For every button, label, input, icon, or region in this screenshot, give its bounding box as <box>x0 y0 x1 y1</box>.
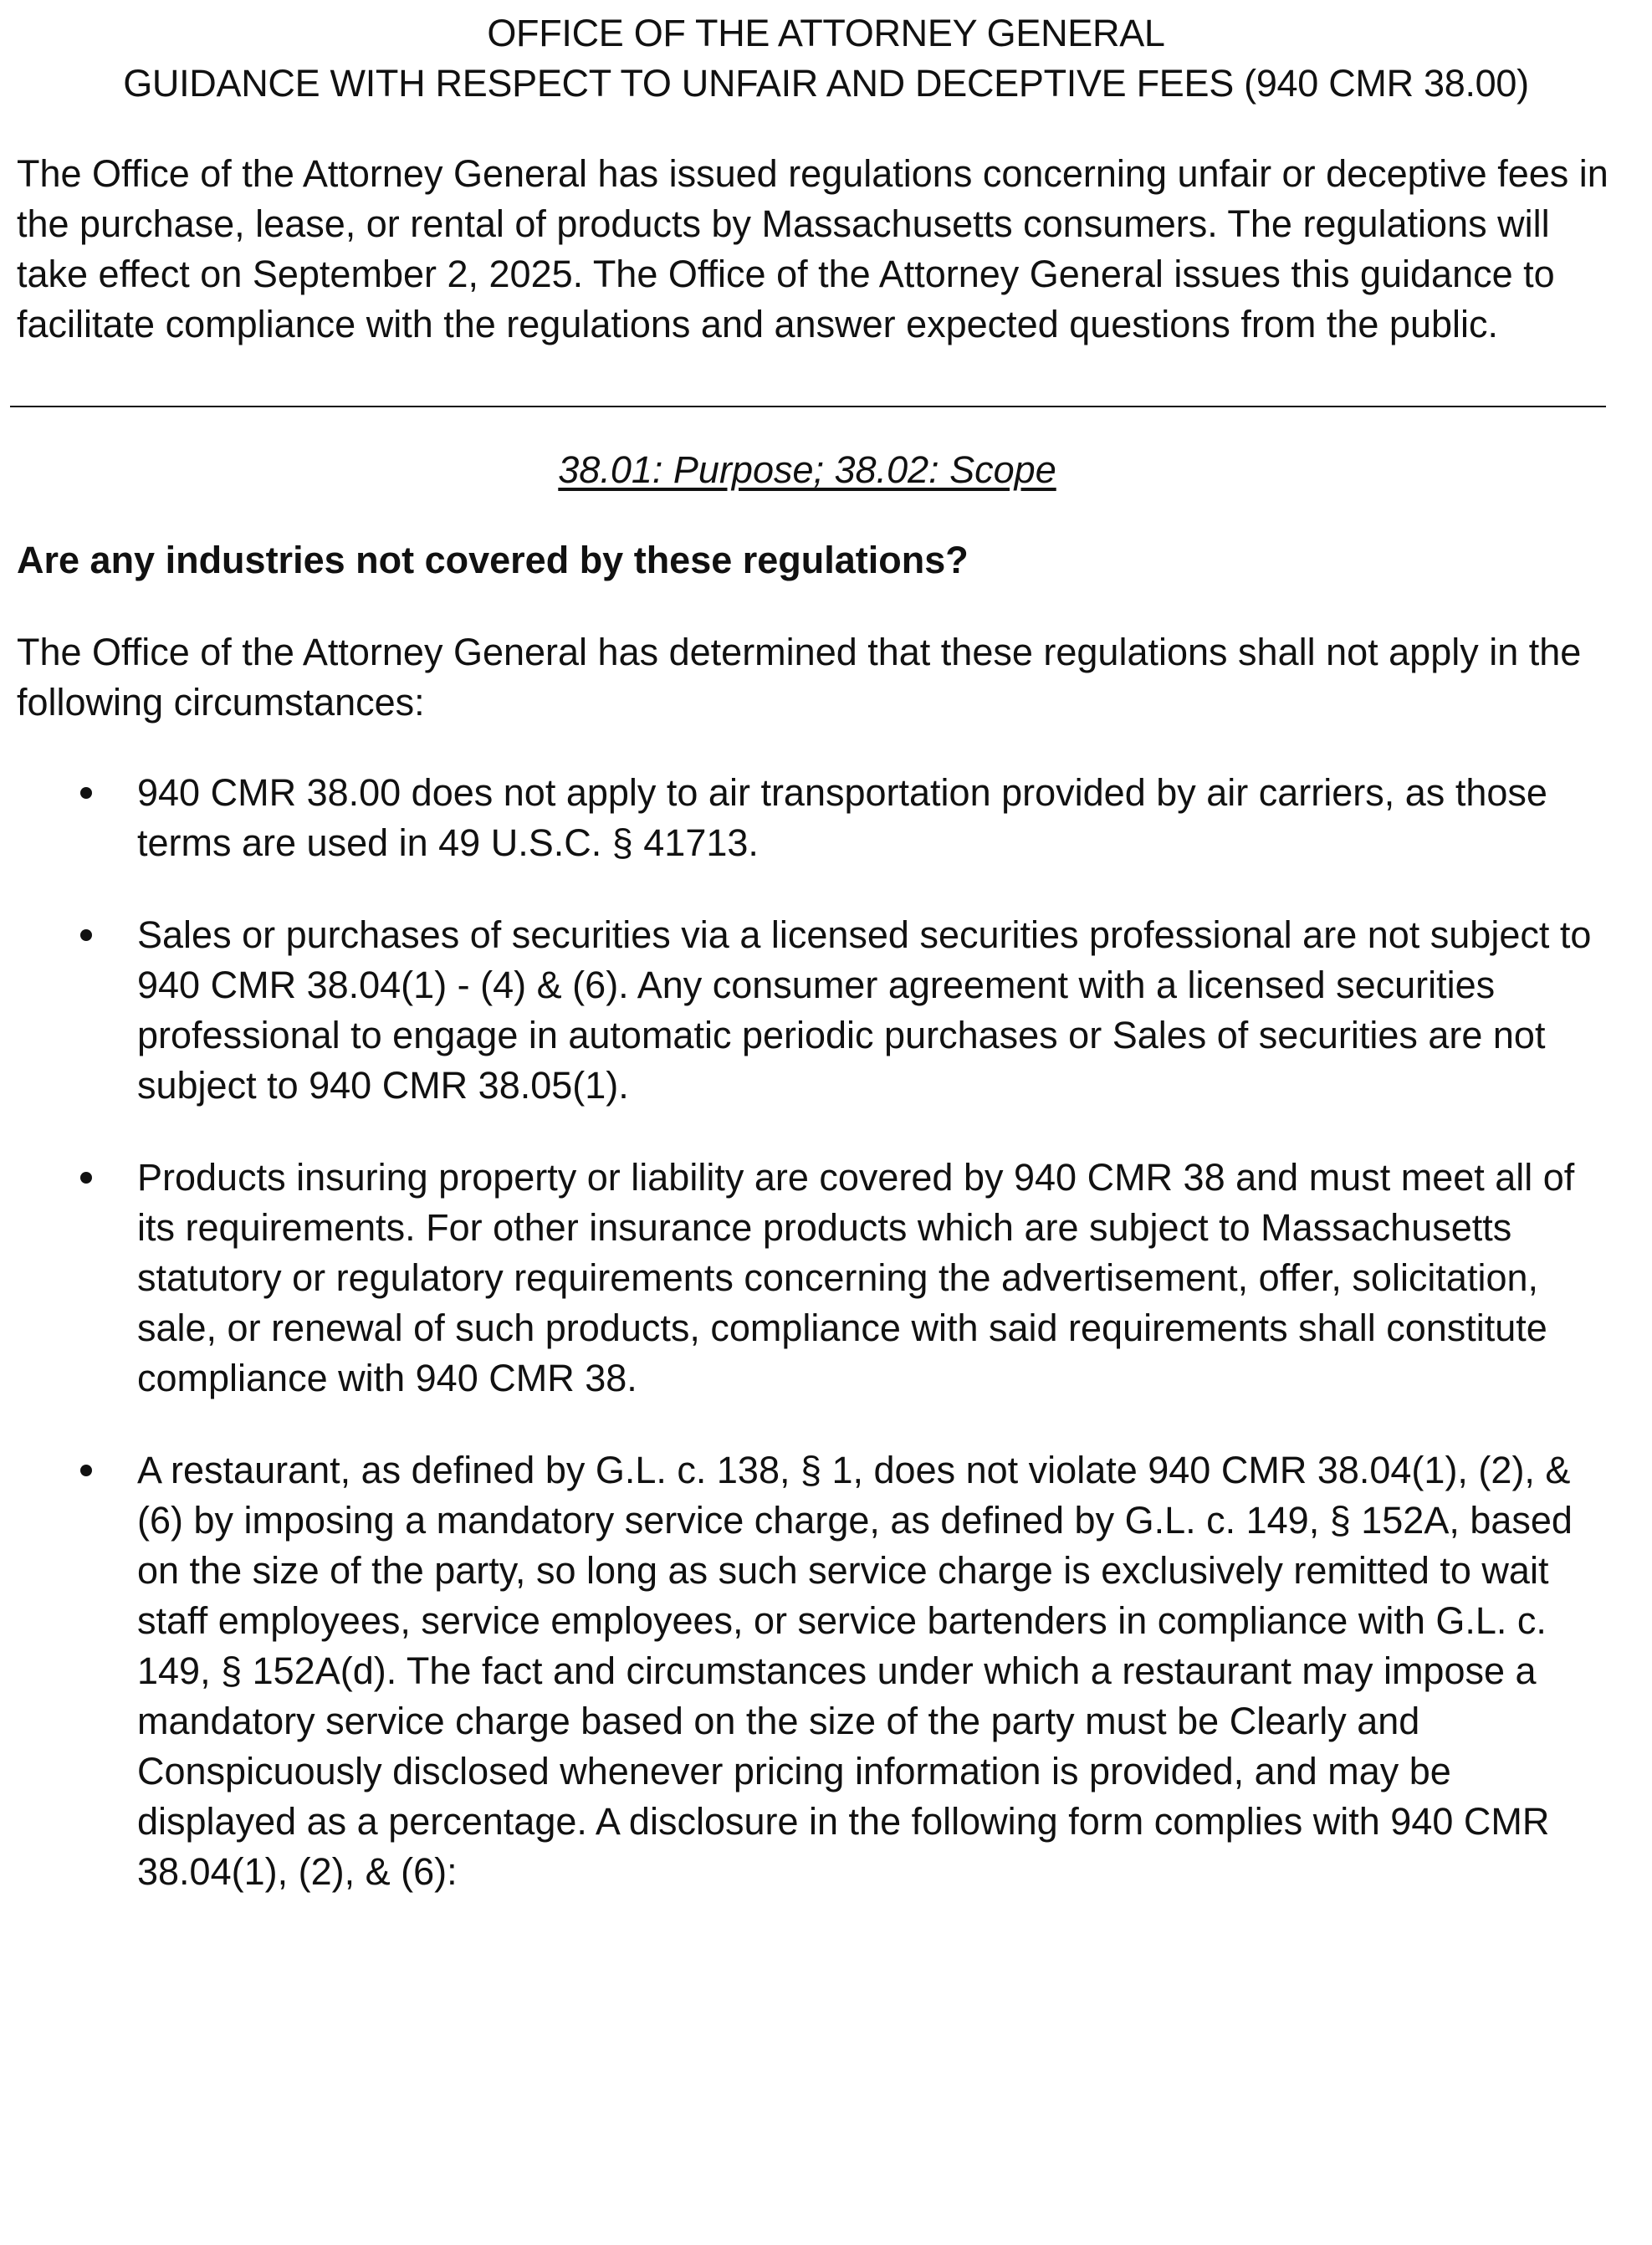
list-item <box>0 1153 1614 1404</box>
bullet-icon <box>80 929 92 941</box>
list-item <box>0 1445 1614 1897</box>
bullet-icon <box>80 1465 92 1476</box>
header-office-title: OFFICE OF THE ATTORNEY GENERAL <box>487 12 1165 54</box>
section-title: 38.01: Purpose; 38.02: Scope <box>558 448 1056 491</box>
list-item <box>0 768 1614 868</box>
header-guidance-title: GUIDANCE WITH RESPECT TO UNFAIR AND DECEPTIVE FEES (940 CMR 38.00) <box>123 62 1529 105</box>
document-header <box>0 0 1652 109</box>
bullet-icon <box>80 1172 92 1184</box>
list-item-text: Sales or purchases of securities via a licensed securities professional are not subject to 940 CMR 38.04(1) - (4) & (6). Any consumer agreement with a licensed securities professional to engage in automatic periodic purchases or Sales of securities are not subject to 940 CMR 38.05(1). <box>137 913 1592 1107</box>
question-heading: Are any industries not covered by these regulations? <box>17 539 969 581</box>
intro-paragraph: The Office of the Attorney General has issued regulations concerning unfair or deceptive fees in the purchase, lease, or rental of products by Massachusetts consumers. The regulations will take effect on September 2, 2025. The Office of the Attorney General issues this guidance to facilitate compliance with the regulations and answer expected questions from the public. <box>17 152 1609 345</box>
bullet-icon <box>80 787 92 799</box>
horizontal-divider <box>10 406 1606 407</box>
answer-paragraph: The Office of the Attorney General has determined that these regulations shall not apply in the following circumstances: <box>17 631 1582 724</box>
list-item-text: 940 CMR 38.00 does not apply to air transportation provided by air carriers, as those terms are used in 49 U.S.C. § 41713. <box>137 771 1547 864</box>
list-item-text: Products insuring property or liability are covered by 940 CMR 38 and must meet all of its requirements. For other insurance products which are subject to Massachusetts statutory or regulatory requirements concerning the advertisement, offer, solicitation, sale, or renewal of such products, compliance with said requirements shall constitute compliance with 940 CMR 38. <box>137 1156 1575 1399</box>
exemption-list <box>0 768 1614 1939</box>
list-item-text: A restaurant, as defined by G.L. c. 138, § 1, does not violate 940 CMR 38.04(1), (2), & (6) by imposing a mandatory service charge, as defined by G.L. c. 149, § 152A, based on the size of the party, so long as such service charge is exclusively remitted to wait staff employees, service employees, or service bartenders in compliance with G.L. c. 149, § 152A(d). The fact and circumstances under which a restaurant may impose a mandatory service charge based on the size of the party must be Clearly and Conspicuously disclosed whenever pricing information is provided, and may be displayed as a percentage. A disclosure in the following form complies with 940 CMR 38.04(1), (2), & (6): <box>137 1449 1573 1893</box>
list-item <box>0 910 1614 1111</box>
